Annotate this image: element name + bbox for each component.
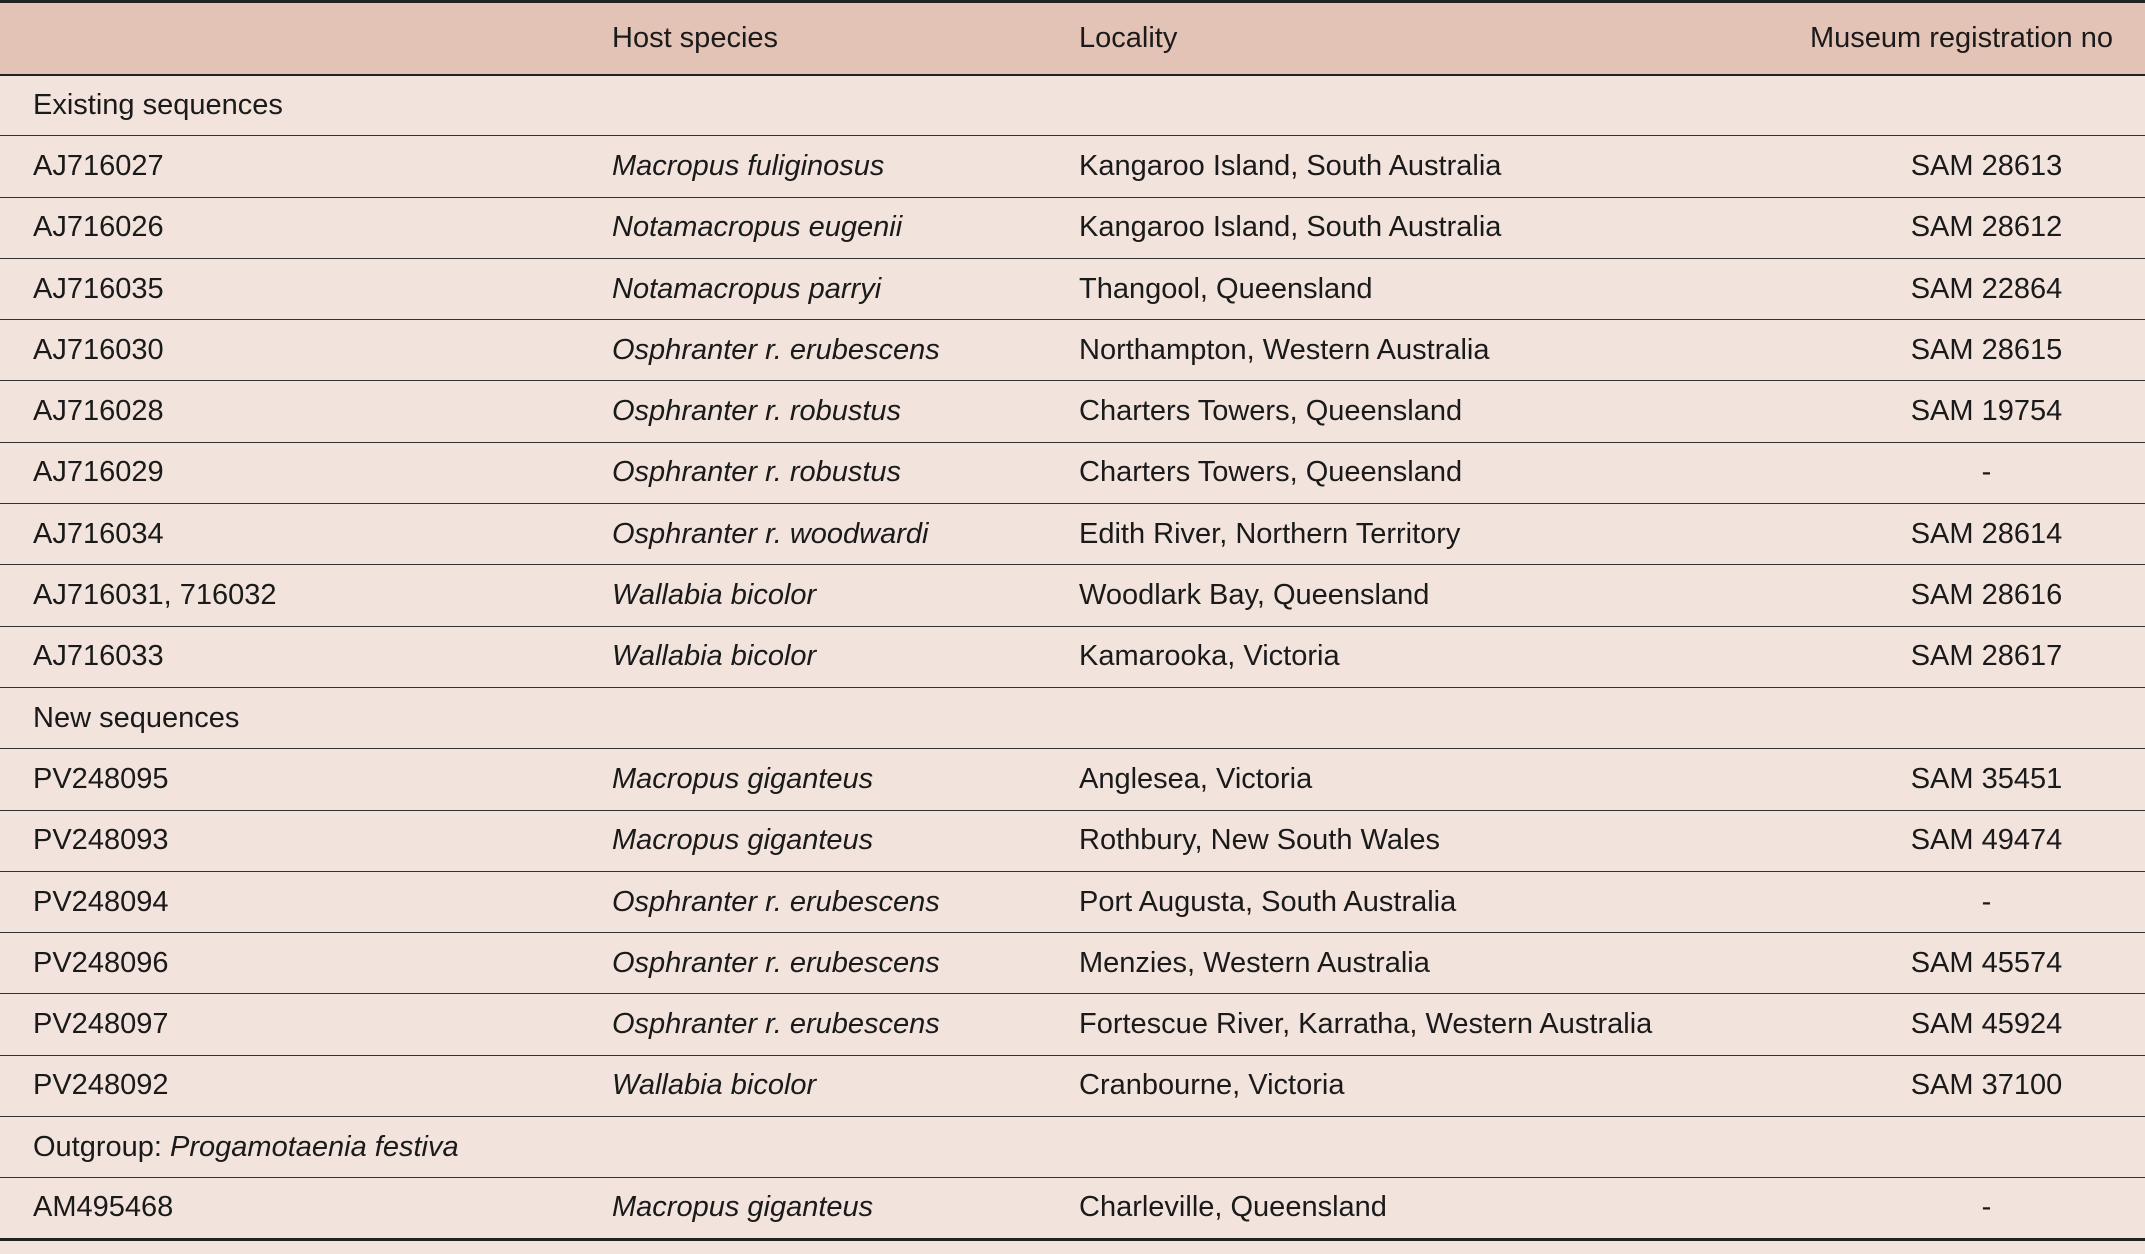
section-label — [0, 75, 2145, 136]
locality-cell: Kamarooka, Victoria — [1079, 640, 1340, 673]
section-row — [0, 75, 2145, 136]
header-museum-registration: Museum registration no — [1796, 2, 2145, 75]
section-label-text: Outgroup: — [33, 1130, 171, 1163]
table-row — [0, 626, 2145, 687]
locality-cell: Rothbury, New South Wales — [1079, 824, 1441, 857]
locality-cell: Charters Towers, Queensland — [1079, 456, 1463, 489]
table-row — [0, 1055, 2145, 1116]
section-label — [0, 687, 2145, 748]
accession-cell: PV248094 — [33, 885, 169, 918]
table-row — [0, 381, 2145, 442]
museum-number-cell: SAM 35451 — [1910, 762, 2063, 795]
accession-cell: AJ716028 — [33, 395, 164, 428]
museum-number-cell: SAM 49474 — [1910, 824, 2063, 857]
museum-number-cell: SAM 28613 — [1910, 149, 2063, 182]
host-species-cell: Wallabia bicolor — [612, 579, 817, 612]
museum-number-cell: SAM 22864 — [1910, 272, 2063, 305]
locality-cell: Kangaroo Island, South Australia — [1079, 149, 1502, 182]
museum-number-cell: - — [1981, 456, 1992, 489]
table-header — [0, 2, 2145, 75]
section-row — [0, 1117, 2145, 1178]
accession-cell: AJ716035 — [33, 272, 164, 305]
host-species-cell: Osphranter r. erubescens — [612, 1008, 940, 1041]
accession-cell: PV248096 — [33, 946, 169, 979]
accession-cell: PV248095 — [33, 762, 169, 795]
accession-cell: PV248092 — [33, 1069, 169, 1102]
accession-cell: AJ716026 — [33, 211, 164, 244]
section-label — [0, 1117, 2145, 1178]
museum-number-cell: - — [1981, 885, 1992, 918]
accession-cell: PV248093 — [33, 824, 169, 857]
accession-cell: AJ716029 — [33, 456, 164, 489]
host-species-cell: Osphranter r. robustus — [612, 395, 902, 428]
table-row — [0, 565, 2145, 626]
locality-cell: Kangaroo Island, South Australia — [1079, 211, 1502, 244]
museum-number-cell: SAM 45574 — [1910, 946, 2063, 979]
header-locality: Locality — [1079, 2, 1796, 75]
museum-number-cell: SAM 45924 — [1910, 1008, 2063, 1041]
locality-cell: Northampton, Western Australia — [1079, 333, 1490, 366]
section-label-text: New sequences — [33, 701, 240, 734]
table-body — [0, 75, 2145, 1240]
museum-number-cell: SAM 19754 — [1910, 395, 2063, 428]
accession-cell: AJ716033 — [33, 640, 164, 673]
table-row — [0, 258, 2145, 319]
locality-cell: Charters Towers, Queensland — [1079, 395, 1463, 428]
accession-cell: AM495468 — [33, 1191, 174, 1224]
table-row — [0, 442, 2145, 503]
locality-cell: Thangool, Queensland — [1079, 272, 1373, 305]
locality-cell: Cranbourne, Victoria — [1079, 1069, 1345, 1102]
accession-cell: AJ716031, 716032 — [33, 579, 277, 612]
host-species-cell: Macropus giganteus — [612, 824, 874, 857]
host-species-cell: Osphranter r. erubescens — [612, 946, 940, 979]
host-species-cell: Macropus giganteus — [612, 1191, 874, 1224]
section-label-text: Existing sequences — [33, 88, 283, 121]
accession-cell: AJ716034 — [33, 517, 164, 550]
host-species-cell: Wallabia bicolor — [612, 640, 817, 673]
host-species-cell: Osphranter r. erubescens — [612, 885, 940, 918]
museum-number-cell: SAM 28617 — [1910, 640, 2063, 673]
host-species-cell: Notamacropus eugenii — [612, 211, 903, 244]
locality-cell: Anglesea, Victoria — [1079, 762, 1313, 795]
locality-cell: Fortescue River, Karratha, Western Australia — [1079, 1008, 1653, 1041]
host-species-cell: Macropus fuliginosus — [612, 149, 885, 182]
table-row — [0, 749, 2145, 810]
header-row — [0, 2, 2145, 75]
locality-cell: Edith River, Northern Territory — [1079, 517, 1461, 550]
table-row — [0, 320, 2145, 381]
museum-number-cell: SAM 28616 — [1910, 579, 2063, 612]
museum-number-cell: - — [1981, 1191, 1992, 1224]
header-host-species: Host species — [612, 2, 1079, 75]
accession-cell: AJ716030 — [33, 333, 164, 366]
host-species-cell: Osphranter r. robustus — [612, 456, 902, 489]
host-species-cell: Osphranter r. erubescens — [612, 333, 940, 366]
table-row — [0, 504, 2145, 565]
header-accession — [0, 2, 612, 75]
host-species-cell: Notamacropus parryi — [612, 272, 882, 305]
locality-cell: Woodlark Bay, Queensland — [1079, 579, 1430, 612]
locality-cell: Port Augusta, South Australia — [1079, 885, 1457, 918]
table-row — [0, 197, 2145, 258]
table-row — [0, 1178, 2145, 1239]
locality-cell: Menzies, Western Australia — [1079, 946, 1430, 979]
host-species-cell: Macropus giganteus — [612, 762, 874, 795]
accession-cell: PV248097 — [33, 1008, 169, 1041]
table-row — [0, 871, 2145, 932]
museum-number-cell: SAM 28612 — [1910, 211, 2063, 244]
accession-cell: AJ716027 — [33, 149, 164, 182]
museum-number-cell: SAM 28615 — [1910, 333, 2063, 366]
table-row — [0, 136, 2145, 197]
table-row — [0, 933, 2145, 994]
host-species-cell: Wallabia bicolor — [612, 1069, 817, 1102]
section-row — [0, 687, 2145, 748]
museum-number-cell: SAM 37100 — [1910, 1069, 2063, 1102]
section-label-taxon: Progamotaenia festiva — [170, 1130, 459, 1163]
locality-cell: Charleville, Queensland — [1079, 1191, 1387, 1224]
table-row — [0, 810, 2145, 871]
museum-number-cell: SAM 28614 — [1910, 517, 2063, 550]
table-row — [0, 994, 2145, 1055]
host-species-cell: Osphranter r. woodwardi — [612, 517, 929, 550]
